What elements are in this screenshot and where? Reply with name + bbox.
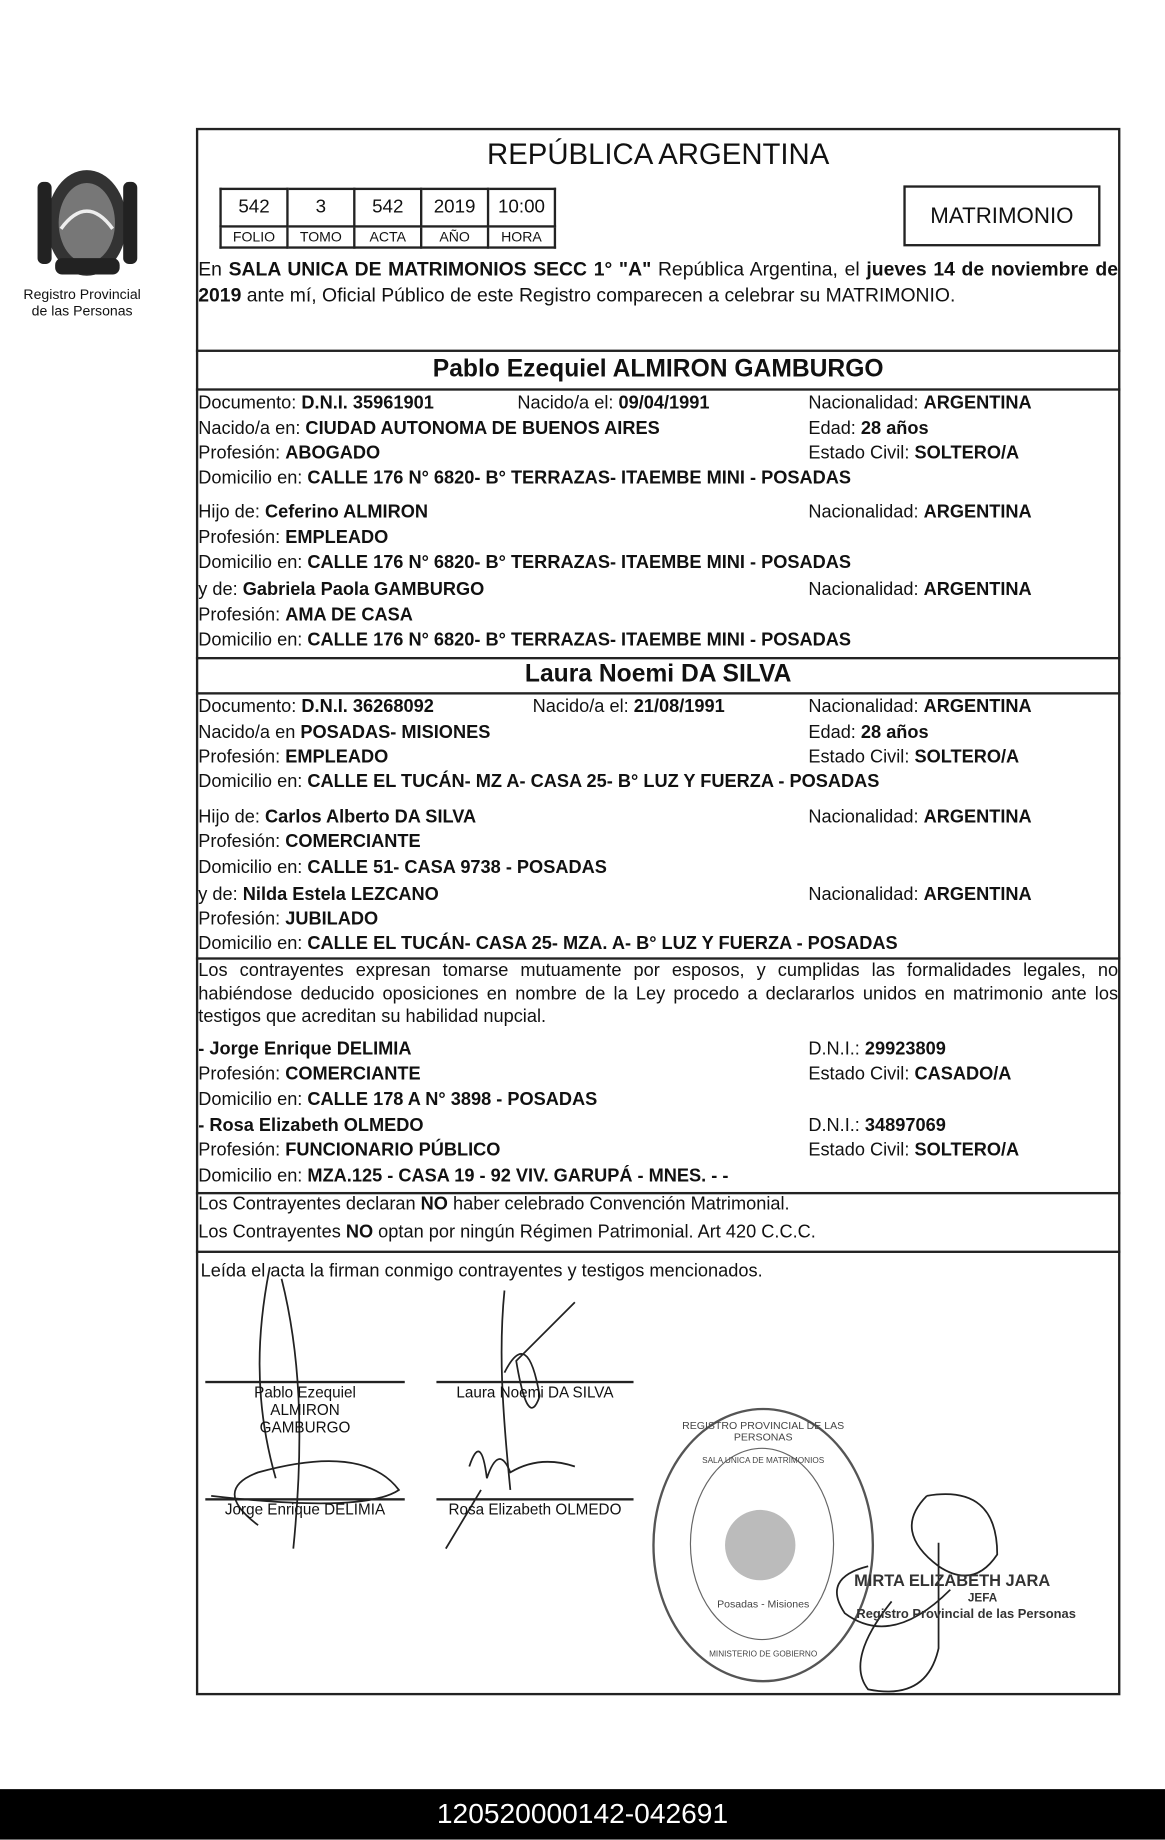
bride-estado-civil: Estado Civil: SOLTERO/A [808, 747, 1020, 768]
witness-2-profesion: Profesión: FUNCIONARIO PÚBLICO [198, 1140, 501, 1161]
record-metadata-table [219, 188, 556, 249]
witness-1-profesion: Profesión: COMERCIANTE [198, 1064, 421, 1085]
witness-1-domicilio: Domicilio en: CALLE 178 A N° 3898 - POSADAS [198, 1089, 598, 1110]
witness-1-estado-civil: Estado Civil: CASADO/A [808, 1064, 1012, 1085]
bride-father-domicilio: Domicilio en: CALLE 51- CASA 9738 - POSADAS [198, 857, 607, 878]
hora-value: 10:00 [488, 189, 555, 227]
signature-caption-witness-1: Jorge Enrique DELIMIA [224, 1500, 386, 1519]
declaration-paragraph: Los contrayentes expresan tomarse mutuamente por esposos, y cumplidas las formalidades legales, no habiéndose deducido oposiciones en nombre de la Ley procedo a declararlos unidos en matrimonio ante los testigos que acreditan su habilidad nupcial. [198, 960, 1119, 1027]
official-name: MIRTA ELIZABETH JARA [854, 1570, 1051, 1590]
bride-father-profesion: Profesión: COMERCIANTE [198, 831, 421, 852]
divider [196, 350, 1120, 352]
divider [196, 692, 1120, 694]
witness-2-estado-civil: Estado Civil: SOLTERO/A [808, 1140, 1020, 1161]
bride-domicilio: Domicilio en: CALLE EL TUCÁN- MZ A- CASA 25- B° LUZ Y FUERZA - POSADAS [198, 771, 880, 792]
groom-estado-civil: Estado Civil: SOLTERO/A [808, 443, 1020, 464]
groom-nacionalidad: Nacionalidad: ARGENTINA [808, 393, 1032, 413]
groom-nacido-el: Nacido/a el: 09/04/1991 [517, 393, 710, 413]
registry-caption-line1: Registro Provincial [23, 286, 141, 303]
groom-mother: y de: Gabriela Paola GAMBURGO [198, 579, 485, 600]
registry-caption-line2: de las Personas [31, 302, 133, 320]
divider [196, 1251, 1120, 1253]
bride-nacionalidad: Nacionalidad: ARGENTINA [808, 696, 1032, 717]
bride-father-nacionalidad: Nacionalidad: ARGENTINA [808, 807, 1032, 828]
province-seal-logo [26, 158, 149, 287]
signature-caption-witness-2: Rosa Elizabeth OLMEDO [448, 1500, 622, 1519]
intro-paragraph: En SALA UNICA DE MATRIMONIOS SECC 1° "A" República Argentina, el jueves 14 de noviembre de 2019 ante mí, Oficial Público de este Registro comparecen a celebrar su MATRIMONIO. [198, 259, 1119, 306]
groom-father-nacionalidad: Nacionalidad: ARGENTINA [808, 502, 1032, 523]
anio-value: 2019 [421, 189, 488, 227]
official-role: JEFA [967, 1592, 998, 1605]
groom-profesion: Profesión: ABOGADO [198, 443, 381, 464]
signature-caption-groom: Pablo Ezequiel ALMIRON GAMBURGO [254, 1383, 356, 1436]
bride-nacido-en: Nacido/a en POSADAS- MISIONES [198, 722, 491, 743]
witness-1-dni: D.N.I.: 29923809 [808, 1039, 946, 1060]
folio-label: FOLIO [221, 226, 288, 247]
groom-mother-profesion: Profesión: AMA DE CASA [198, 605, 413, 626]
groom-mother-nacionalidad: Nacionalidad: ARGENTINA [808, 579, 1032, 600]
convention-line-2: Los Contrayentes NO optan por ningún Régimen Patrimonial. Art 420 C.C.C. [198, 1222, 816, 1243]
official-registry-stamp: REGISTRO PROVINCIAL DE LAS PERSONAS SALA UNICA DE MATRIMONIOS Posadas - Misiones MINISTERIO DE GOBIERNO [652, 1408, 874, 1683]
groom-name: Pablo Ezequiel ALMIRON GAMBURGO [432, 355, 884, 383]
bride-nacido-el: Nacido/a el: 21/08/1991 [532, 696, 725, 717]
bride-mother-profesion: Profesión: JUBILADO [198, 909, 379, 930]
signature-caption-bride: Laura Noemi DA SILVA [456, 1383, 614, 1401]
witness-2-dni: D.N.I.: 34897069 [808, 1115, 946, 1136]
bride-mother-domicilio: Domicilio en: CALLE EL TUCÁN- CASA 25- MZA. A- B° LUZ Y FUERZA - POSADAS [198, 933, 898, 954]
acta-value: 542 [354, 189, 421, 227]
bride-name: Laura Noemi DA SILVA [524, 660, 792, 688]
document-title: REPÚBLICA ARGENTINA [487, 138, 830, 172]
record-type-box: MATRIMONIO [903, 185, 1100, 246]
anio-label: AÑO [421, 226, 488, 247]
tomo-label: TOMO [287, 226, 354, 247]
groom-edad: Edad: 28 años [808, 418, 929, 439]
bride-mother: y de: Nilda Estela LEZCANO [198, 884, 439, 905]
groom-domicilio: Domicilio en: CALLE 176 N° 6820- B° TERRAZAS- ITAEMBE MINI - POSADAS [198, 468, 852, 489]
divider [196, 388, 1120, 390]
bride-edad: Edad: 28 años [808, 722, 929, 743]
divider [196, 657, 1120, 659]
witness-1-name: - Jorge Enrique DELIMIA [198, 1039, 412, 1060]
bride-mother-nacionalidad: Nacionalidad: ARGENTINA [808, 884, 1032, 905]
groom-nacido-en: Nacido/a en: CIUDAD AUTONOMA DE BUENOS AIRES [198, 418, 660, 439]
groom-mother-domicilio: Domicilio en: CALLE 176 N° 6820- B° TERRAZAS- ITAEMBE MINI - POSADAS [198, 630, 852, 650]
signing-statement: Leída el acta la firman conmigo contrayentes y testigos mencionados. [200, 1261, 763, 1282]
document-barcode-number: 120520000142-042691 [0, 1789, 1165, 1839]
groom-father-profesion: Profesión: EMPLEADO [198, 527, 389, 548]
bride-documento: Documento: D.N.I. 36268092 [198, 696, 434, 717]
bride-father: Hijo de: Carlos Alberto DA SILVA [198, 807, 477, 828]
folio-value: 542 [221, 189, 288, 227]
witness-2-domicilio: Domicilio en: MZA.125 - CASA 19 - 92 VIV. GARUPÁ - MNES. - - [198, 1166, 729, 1187]
groom-father-domicilio: Domicilio en: CALLE 176 N° 6820- B° TERRAZAS- ITAEMBE MINI - POSADAS [198, 552, 852, 573]
convention-line-1: Los Contrayentes declaran NO haber celebrado Convención Matrimonial. [198, 1194, 790, 1215]
groom-father: Hijo de: Ceferino ALMIRON [198, 502, 428, 523]
groom-documento: Documento: D.N.I. 35961901 [198, 393, 434, 413]
hora-label: HORA [488, 226, 555, 247]
registry-caption [12, 286, 153, 319]
tomo-value: 3 [287, 189, 354, 227]
acta-label: ACTA [354, 226, 421, 247]
official-office: Registro Provincial de las Personas [856, 1607, 1076, 1622]
witness-2-name: - Rosa Elizabeth OLMEDO [198, 1115, 424, 1136]
bride-profesion: Profesión: EMPLEADO [198, 747, 389, 768]
